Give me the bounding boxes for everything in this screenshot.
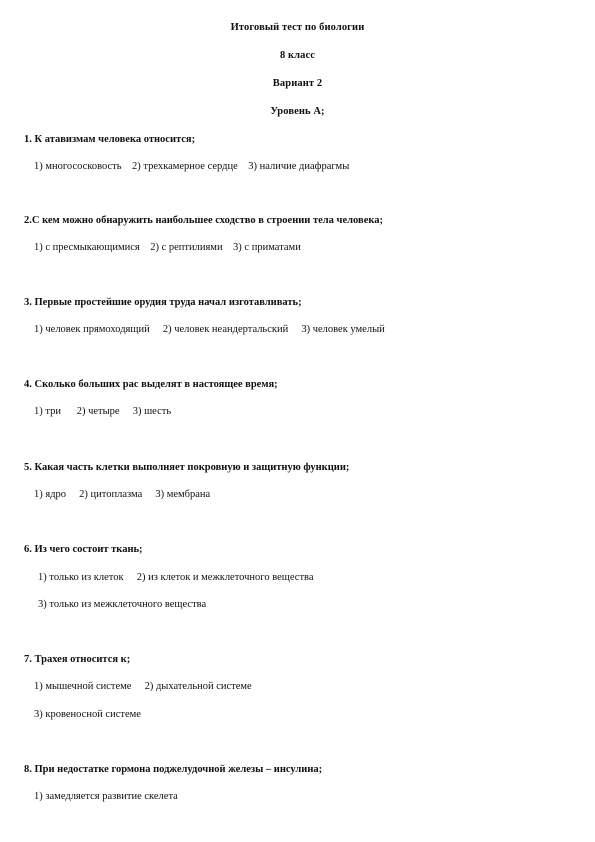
question-8-text: 8. При недостатке гормона поджелудочной железы – инсулина; (24, 764, 323, 775)
question-7-text: 7. Трахея относится к; (24, 654, 131, 665)
document-title: Итоговый тест по биологии (230, 22, 365, 33)
question-4-answers: 1) три 2) четыре 3) шесть (34, 406, 172, 417)
grade-label: 8 класс (279, 50, 316, 61)
question-8-answers: 1) замедляется развитие скелета (34, 791, 178, 802)
question-6-answers-line-2: 3) только из межклеточного вещества (38, 599, 207, 610)
question-5-answers: 1) ядро 2) цитоплазма 3) мембрана (34, 489, 211, 500)
question-6-text: 6. Из чего состоит ткань; (24, 544, 143, 555)
question-2-text: 2.С кем можно обнаружить наибольшее сходство в строении тела человека; (24, 215, 383, 226)
question-7-answers-line-2: 3) кровеносной системе (34, 709, 141, 720)
level-label: Уровень А; (270, 106, 325, 117)
question-2-answers: 1) с пресмыкающимися 2) с рептилиями 3) с приматами (34, 242, 301, 253)
question-5-text: 5. Какая часть клетки выполняет покровную и защитную функции; (24, 462, 350, 473)
question-1-text: 1. К атавизмам человека относится; (24, 134, 196, 145)
question-4-text: 4. Сколько больших рас выделят в настоящее время; (24, 379, 278, 390)
question-3-answers: 1) человек прямоходящий 2) человек неандертальский 3) человек умелый (34, 324, 385, 335)
question-3-text: 3. Первые простейшие орудия труда начал изготавливать; (24, 297, 302, 308)
question-7-answers-line-1: 1) мышечной системе 2) дыхательной системе (34, 681, 252, 692)
question-1-answers: 1) многососковость 2) трехкамерное сердце 3) наличие диафрагмы (34, 161, 350, 172)
variant-label: Вариант 2 (272, 78, 323, 89)
question-6-answers-line-1: 1) только из клеток 2) из клеток и межклеточного вещества (38, 572, 314, 583)
